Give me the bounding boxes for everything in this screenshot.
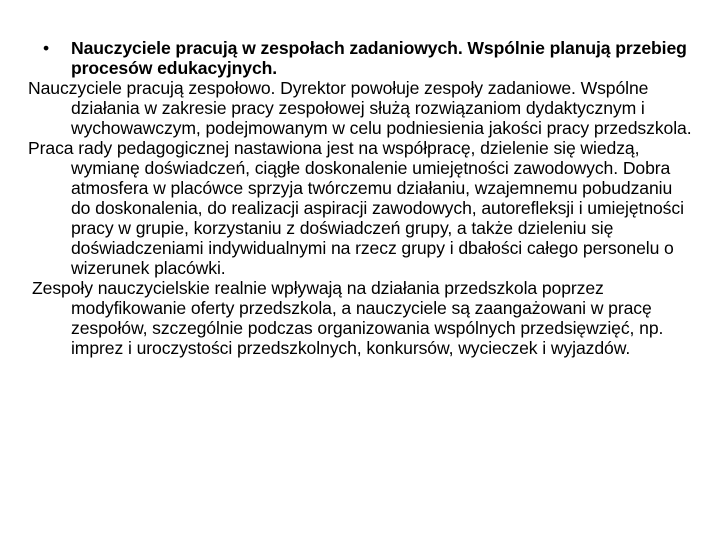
bullet-icon: • [43, 38, 50, 58]
paragraph-teacher-teams: Zespoły nauczycielskie realnie wpływają na działania przedszkola poprzez modyfikowanie oferty przedszkola, a nauczyciele są zaangażowani w pracę zespołów, szczególnie podczas organizowania wspólnych przedsięwzięć, np. imprez i uroczystości przedszkolnych, konkursów, wycieczek i wyjazdów. [32, 278, 664, 358]
paragraph-pedagogical-council: Praca rady pedagogicznej nastawiona jest na współpracę, dzielenie się wiedzą, wymianę doświadczeń, ciągłe doskonalenie umiejętności zawodowych. Dobra atmosfera w placówce sprzyja twórczemu działaniu, wzajemnemu pobudzaniu do doskonalenia, do realizacji aspiracji zawodowych, autorefleksji i umiejętności pracy w grupie, korzystaniu z doświadczeń grupy, a także dzieleniu się doświadczeniami indywidualnymi na rzecz grupy i dbałości całego personelu o wizerunek placówki. [28, 138, 684, 278]
paragraph-team-work: Nauczyciele pracują zespołowo. Dyrektor powołuje zespoły zadaniowe. Wspólne działania w zakresie pracy zespołowej służą rozwiązaniom dydaktycznym i wychowawczym, podejmowanym w celu podniesienia jakości pracy przedszkola. [28, 78, 692, 138]
bullet-paragraph-teams [28, 38, 694, 78]
paragraph-text: Nauczyciele pracują w zespołach zadaniowych. Wspólnie planują przebieg procesów edukacyjnych. [71, 38, 687, 78]
slide-body-text [28, 38, 694, 358]
